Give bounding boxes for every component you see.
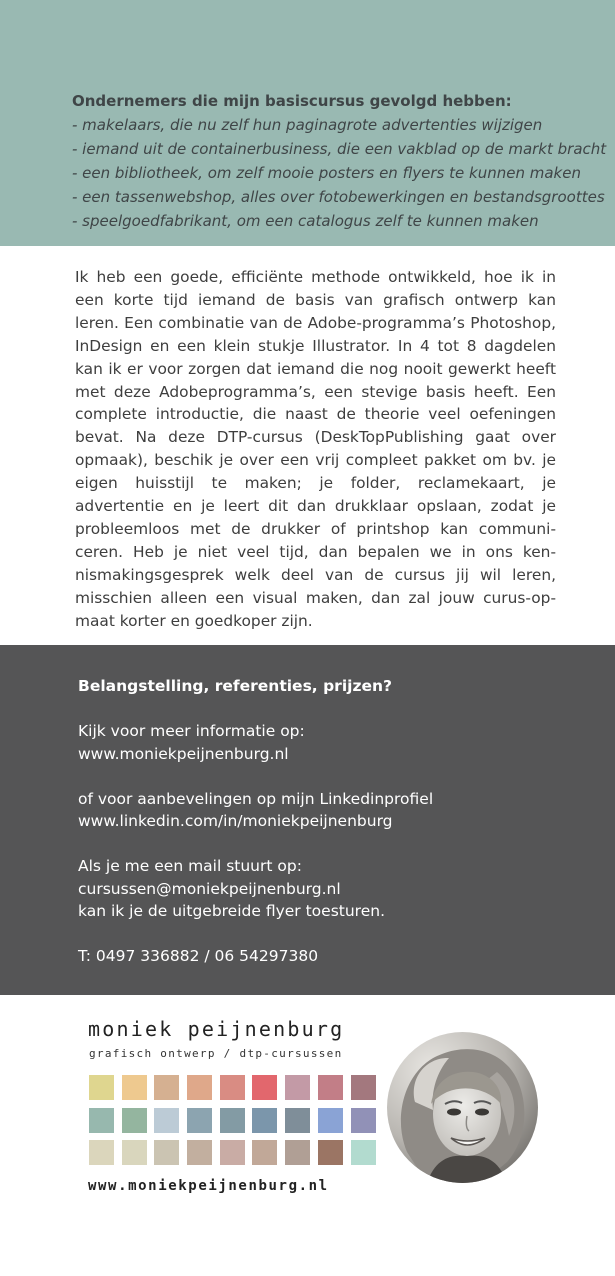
- course-description-paragraph: Ik heb een goede, efficiënte methode ontwikkeld, hoe ik in een korte tijd iemand de basis van grafisch ontwerp kan leren. Een combinatie van de Adobe-programma’s Photoshop, InDesign en een klein stukje Illustrator. In 4 tot 8 dagdelen kan ik er voor zorgen dat iemand die nog nooit gewerkt heeft met deze Adobeprogramma’s, een stevige basis heeft. Een complete introductie, die naast de theorie veel oefeningen bevat. Na deze DTP-cursus (DeskTopPublishing gaat over opmaak), beschik je over een vrij compleet pakket om bv. je eigen huisstijl te maken; je folder, reclamekaart, je advertentie en je leert dit dan drukklaar opslaan, zodat je probleemloos met de drukker of printshop kan communiceren. Heb je niet veel tijd, dan bepalen we in ons kennismakingsgesprek welk deel van de cursus jij wil leren, misschien alleen een visual maken, dan zal jouw curus-opmaat korter en goedkoper zijn.: [75, 268, 556, 630]
- brand-website-link[interactable]: www.moniekpeijnenburg.nl: [88, 1178, 329, 1194]
- reference-item: - makelaars, die nu zelf hun paginagrote advertenties wijzigen: [72, 116, 543, 134]
- portrait-photo: [387, 1032, 538, 1183]
- color-swatch: [285, 1140, 310, 1165]
- course-description: [75, 266, 556, 633]
- color-swatch-grid: [89, 1075, 376, 1165]
- mail-intro: Als je me een mail stuurt op:: [78, 857, 302, 875]
- color-swatch: [220, 1108, 245, 1133]
- website-link[interactable]: www.moniekpeijnenburg.nl: [78, 744, 289, 763]
- color-swatch: [351, 1140, 376, 1165]
- reference-item: - iemand uit de containerbusiness, die een vakblad op de markt bracht: [72, 140, 607, 158]
- info-intro: Kijk voor meer informatie op:: [78, 722, 305, 740]
- references-title: Ondernemers die mijn basiscursus gevolgd hebben:: [72, 92, 512, 110]
- color-swatch: [351, 1075, 376, 1100]
- references-block: [72, 89, 607, 233]
- color-swatch: [89, 1108, 114, 1133]
- color-swatch: [89, 1075, 114, 1100]
- mail-outro: kan ik je de uitgebreide flyer toesturen.: [78, 902, 385, 920]
- brand-footer: [0, 995, 615, 1276]
- email-link[interactable]: cursussen@moniekpeijnenburg.nl: [78, 879, 341, 898]
- reference-item: - een tassenwebshop, alles over fotobewerkingen en bestandsgroottes: [72, 188, 605, 206]
- color-swatch: [252, 1108, 277, 1133]
- color-swatch: [285, 1108, 310, 1133]
- color-swatch: [187, 1075, 212, 1100]
- color-swatch: [220, 1075, 245, 1100]
- reference-item: - een bibliotheek, om zelf mooie posters en flyers te kunnen maken: [72, 164, 581, 182]
- contact-band: [0, 645, 615, 995]
- linkedin-link[interactable]: www.linkedin.com/in/moniekpeijnenburg: [78, 812, 393, 830]
- brand-name: moniek peijnenburg: [88, 1017, 345, 1041]
- color-swatch: [154, 1108, 179, 1133]
- linkedin-intro: of voor aanbevelingen op mijn Linkedinprofiel: [78, 789, 434, 808]
- color-swatch: [318, 1075, 343, 1100]
- color-swatch: [252, 1075, 277, 1100]
- color-swatch: [285, 1075, 310, 1100]
- color-swatch: [122, 1075, 147, 1100]
- color-swatch: [122, 1140, 147, 1165]
- contact-heading: Belangstelling, referenties, prijzen?: [78, 677, 393, 695]
- color-swatch: [220, 1140, 245, 1165]
- phone-number: T: 0497 336882 / 06 54297380: [78, 947, 319, 965]
- color-swatch: [122, 1108, 147, 1133]
- color-swatch: [318, 1140, 343, 1165]
- reference-item: - speelgoedfabrikant, om een catalogus zelf te kunnen maken: [72, 212, 539, 230]
- color-swatch: [187, 1108, 212, 1133]
- color-swatch: [252, 1140, 277, 1165]
- color-swatch: [187, 1140, 212, 1165]
- color-swatch: [89, 1140, 114, 1165]
- contact-block: [78, 675, 598, 968]
- color-swatch: [351, 1108, 376, 1133]
- color-swatch: [154, 1140, 179, 1165]
- references-band: [0, 0, 615, 246]
- color-swatch: [318, 1108, 343, 1133]
- color-swatch: [154, 1075, 179, 1100]
- brand-tagline: grafisch ontwerp / dtp-cursussen: [89, 1047, 343, 1060]
